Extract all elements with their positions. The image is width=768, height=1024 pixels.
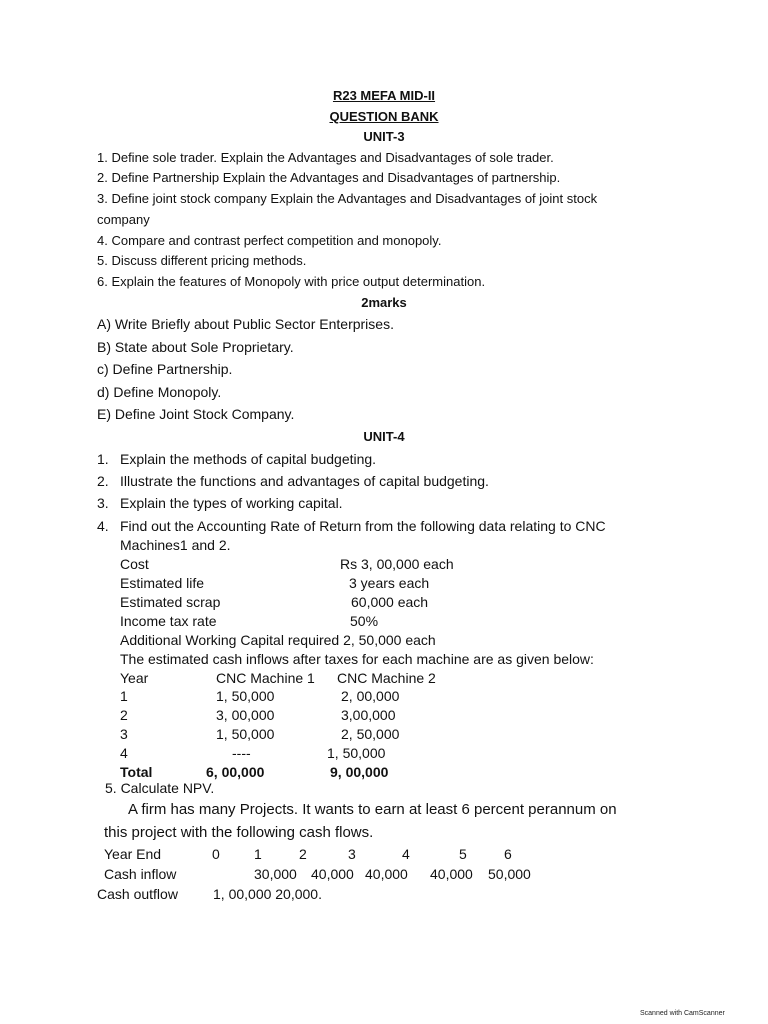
unit4-question: Explain the types of working capital. — [120, 495, 343, 511]
table-cell: 2, 50,000 — [341, 726, 400, 742]
table-header: CNC Machine 1 — [216, 670, 315, 686]
two-marks-heading: 2marks — [361, 295, 407, 310]
unit3-question: 4. Compare and contrast perfect competition and monopoly. — [97, 233, 442, 248]
page-subtitle: QUESTION BANK — [329, 109, 439, 124]
unit3-question: company — [97, 212, 150, 227]
table-cell: 3 — [120, 726, 128, 742]
two-marks-question: A) Write Briefly about Public Sector Enterprises. — [97, 316, 394, 332]
year-cell: 4 — [402, 846, 410, 862]
table-total: 9, 00,000 — [330, 764, 389, 780]
unit3-heading: UNIT-3 — [363, 129, 405, 144]
cashflow-row-label: Cash outflow — [97, 886, 178, 902]
two-marks-question: B) State about Sole Proprietary. — [97, 339, 294, 355]
q4-data-value: Rs 3, 00,000 each — [340, 556, 454, 572]
q4-data-label: Cost — [120, 556, 149, 572]
q4-working-capital: Additional Working Capital required 2, 50,000 each — [120, 632, 436, 648]
two-marks-question: d) Define Monopoly. — [97, 384, 222, 400]
unit3-question: 3. Define joint stock company Explain the Advantages and Disadvantages of joint stock — [97, 191, 598, 206]
unit4-question: Explain the methods of capital budgeting. — [120, 451, 377, 467]
year-cell: 1 — [254, 846, 262, 862]
unit4-question-number: 4. — [97, 518, 109, 534]
unit3-question: 2. Define Partnership Explain the Advantages and Disadvantages of partnership. — [97, 170, 561, 185]
unit4-question-continuation: Machines1 and 2. — [120, 537, 231, 553]
unit4-question-number: 3. — [97, 495, 109, 511]
table-cell: 3, 00,000 — [216, 707, 275, 723]
q4-data-value: 3 years each — [349, 575, 430, 591]
unit3-question: 5. Discuss different pricing methods. — [97, 253, 307, 268]
table-cell: 3,00,000 — [341, 707, 396, 723]
q4-data-label: Income tax rate — [120, 613, 217, 629]
unit4-heading: UNIT-4 — [363, 429, 405, 444]
inflow-cell: 30,000 — [254, 866, 297, 882]
q5-text: this project with the following cash flows. — [104, 824, 374, 841]
year-cell: 2 — [299, 846, 307, 862]
inflow-cell: 40,000 — [430, 866, 473, 882]
unit3-question: 6. Explain the features of Monopoly with price output determination. — [97, 274, 486, 289]
scanner-watermark: Scanned with CamScanner — [640, 1010, 725, 1017]
table-header: Year — [120, 670, 149, 686]
table-cell: 2 — [120, 707, 128, 723]
unit3-question: 1. Define sole trader. Explain the Advantages and Disadvantages of sole trader. — [97, 150, 554, 165]
unit4-question-number: 2. — [97, 473, 109, 489]
page-title: R23 MEFA MID-II — [332, 88, 436, 103]
outflow-cell: 1, 00,000 20,000. — [213, 886, 322, 902]
table-total-label: Total — [120, 764, 153, 780]
inflow-cell: 40,000 — [365, 866, 408, 882]
q4-note: The estimated cash inflows after taxes for each machine are as given below: — [120, 651, 594, 667]
two-marks-question: E) Define Joint Stock Company. — [97, 406, 295, 422]
cashflow-row-label: Year End — [104, 846, 162, 862]
q5-text: A firm has many Projects. It wants to earn at least 6 percent perannum on — [128, 801, 617, 818]
table-cell: 2, 00,000 — [341, 688, 400, 704]
table-cell: 1, 50,000 — [327, 745, 386, 761]
q5-heading: 5. Calculate NPV. — [105, 780, 215, 796]
unit4-question: Illustrate the functions and advantages of capital budgeting. — [120, 473, 489, 489]
table-cell: 1 — [120, 688, 128, 704]
year-cell: 0 — [212, 846, 220, 862]
unit4-question: Find out the Accounting Rate of Return from the following data relating to CNC — [120, 518, 606, 534]
inflow-cell: 50,000 — [488, 866, 531, 882]
year-cell: 6 — [504, 846, 512, 862]
q4-data-label: Estimated scrap — [120, 594, 221, 610]
q4-data-label: Estimated life — [120, 575, 205, 591]
two-marks-question: c) Define Partnership. — [97, 361, 233, 377]
table-cell: ---- — [232, 745, 251, 761]
table-total: 6, 00,000 — [206, 764, 265, 780]
inflow-cell: 40,000 — [311, 866, 354, 882]
q4-data-value: 60,000 each — [351, 594, 429, 610]
year-cell: 5 — [459, 846, 467, 862]
cashflow-row-label: Cash inflow — [104, 866, 177, 882]
q4-data-value: 50% — [350, 613, 379, 629]
table-header: CNC Machine 2 — [337, 670, 436, 686]
unit4-question-number: 1. — [97, 451, 109, 467]
table-cell: 1, 50,000 — [216, 726, 275, 742]
table-cell: 4 — [120, 745, 128, 761]
year-cell: 3 — [348, 846, 356, 862]
table-cell: 1, 50,000 — [216, 688, 275, 704]
